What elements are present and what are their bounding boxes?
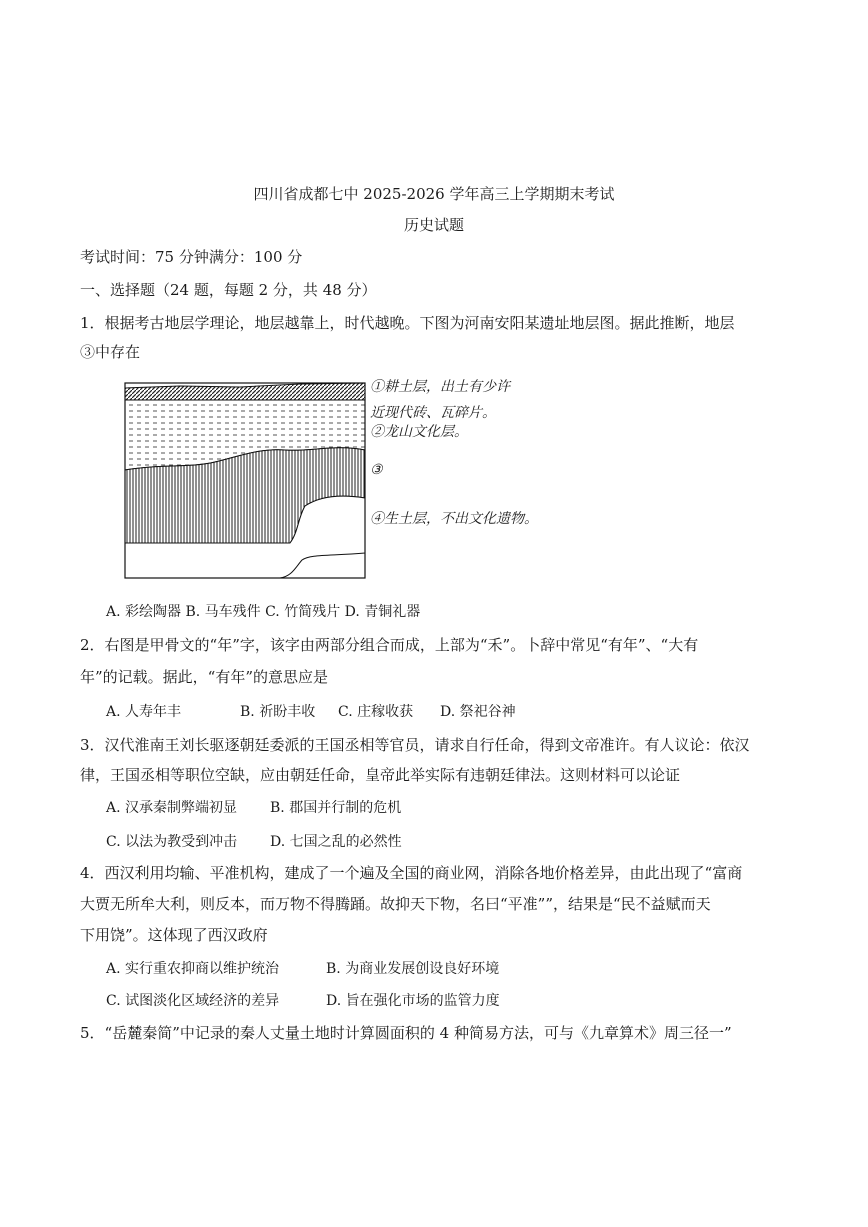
q5-stem-line: 5．“岳麓秦简”中记录的秦人丈量土地时计算圆面积的 4 种简易方法，可与《九章算术》周三径一” — [80, 1024, 732, 1042]
q2-option-d: D. 祭祀谷神 — [440, 704, 516, 720]
q2-stem-line: 2．右图是甲骨文的“年”字，该字由两部分组合而成，上部为“禾”。卜辞中常见“有年”、“大有 — [80, 636, 699, 654]
q2-option-a: A. 人寿年丰 — [106, 704, 182, 720]
stratigraphy-figure — [120, 378, 370, 583]
section-heading: 一、选择题（24 题，每题 2 分，共 48 分） — [80, 281, 377, 299]
q1-stem-line: 1．根据考古地层学理论，地层越靠上，时代越晚。下图为河南安阳某遗址地层图。据此推断，地层 — [80, 314, 735, 332]
exam-title: 四川省成都七中 2025-2026 学年高三上学期期末考试 — [253, 185, 615, 203]
q3-stem-line: 3．汉代淮南王刘长驱逐朝廷委派的王国丞相等官员，请求自行任命，得到文帝准许。有人议论：依汉 — [80, 736, 750, 754]
q1-options: A. 彩绘陶器 B. 马车残件 C. 竹简残片 D. 青铜礼器 — [106, 604, 421, 620]
q4-option-b: B. 为商业发展创设良好环境 — [326, 961, 500, 977]
q3-option-a: A. 汉承秦制弊端初显 — [106, 800, 238, 816]
figure-label-layer4: ④生土层，不出文化遗物。 — [370, 511, 538, 527]
q4-option-d: D. 旨在强化市场的监管力度 — [326, 993, 500, 1009]
q3-option-c: C. 以法为教受到冲击 — [106, 834, 238, 850]
q1-stem-line: ③中存在 — [80, 343, 141, 361]
q3-option-b: B. 郡国并行制的危机 — [270, 800, 402, 816]
figure-label-layer2: ②龙山文化层。 — [370, 424, 468, 440]
q2-option-c: C. 庄稼收获 — [338, 704, 414, 720]
q4-stem-line: 下用饶”。这体现了西汉政府 — [80, 926, 268, 944]
exam-time-info: 考试时间：75 分钟满分：100 分 — [80, 248, 303, 266]
q4-option-c: C. 试图淡化区域经济的差异 — [106, 993, 280, 1009]
q4-stem-line: 4．西汉利用均输、平准机构，建成了一个遍及全国的商业网，消除各地价格差异，由此出现了“富商 — [80, 864, 743, 882]
q2-stem-line: 年”的记载。据此，“有年”的意思应是 — [80, 668, 329, 686]
exam-subject: 历史试题 — [403, 216, 464, 234]
figure-label-layer1-cont: 近现代砖、瓦碎片。 — [370, 405, 496, 421]
q2-option-b: B. 祈盼丰收 — [240, 704, 316, 720]
q4-option-a: A. 实行重农抑商以维护统治 — [106, 961, 280, 977]
figure-label-layer3: ③ — [370, 462, 383, 478]
q4-stem-line: 大贾无所牟大利，则反本，而万物不得腾踊。故抑天下物，名曰“平准””，结果是“民不益赋而天 — [80, 895, 711, 913]
q3-stem-line: 律，王国丞相等职位空缺，应由朝廷任命，皇帝此举实际有违朝廷律法。这则材料可以论证 — [80, 766, 681, 784]
q3-option-d: D. 七国之乱的必然性 — [270, 834, 402, 850]
figure-label-layer1: ①耕土层，出土有少许 — [370, 379, 510, 395]
layer-1-band — [125, 383, 365, 400]
